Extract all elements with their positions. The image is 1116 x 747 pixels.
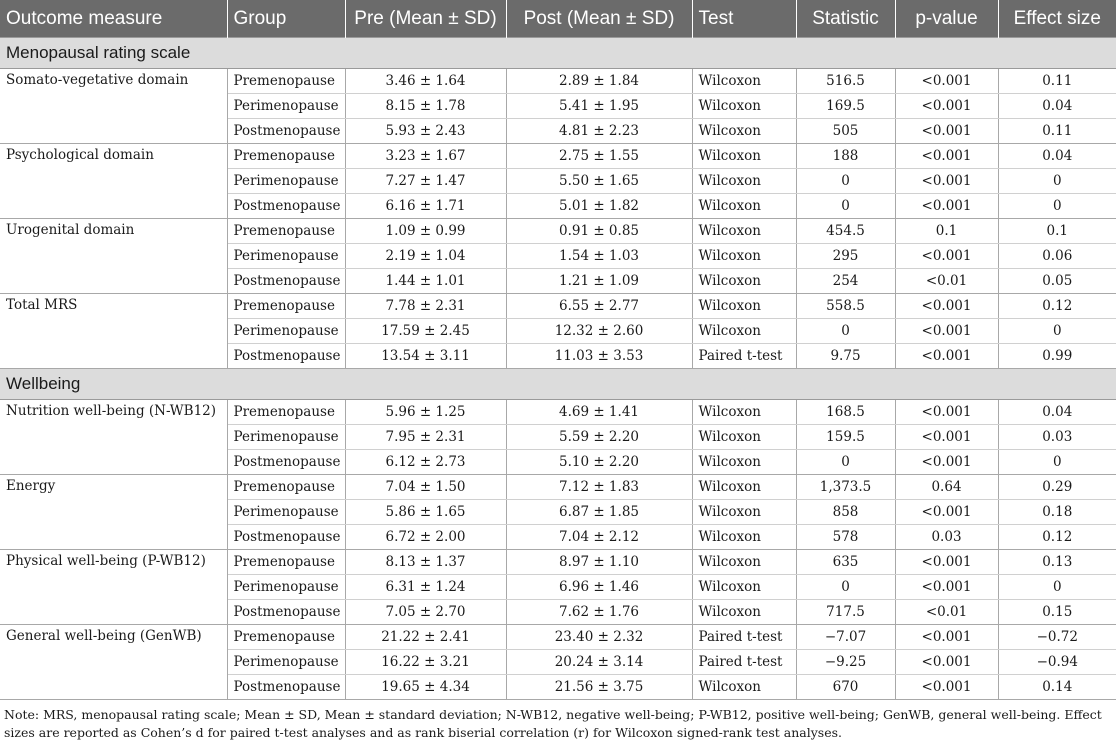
group-cell: Perimenopause: [227, 575, 345, 600]
pre-cell: 7.05 ± 2.70: [345, 600, 506, 625]
pre-cell: 8.15 ± 1.78: [345, 94, 506, 119]
statistic-cell: 0: [796, 169, 895, 194]
post-cell: 6.55 ± 2.77: [506, 294, 692, 319]
pre-cell: 5.86 ± 1.65: [345, 500, 506, 525]
post-cell: 5.01 ± 1.82: [506, 194, 692, 219]
statistic-cell: 516.5: [796, 69, 895, 94]
group-cell: Postmenopause: [227, 675, 345, 700]
effect-size-cell: 0.14: [998, 675, 1116, 700]
p-value-cell: <0.001: [895, 344, 998, 369]
pre-cell: 21.22 ± 2.41: [345, 625, 506, 650]
p-value-cell: <0.001: [895, 400, 998, 425]
post-cell: 12.32 ± 2.60: [506, 319, 692, 344]
test-cell: Wilcoxon: [692, 219, 796, 244]
effect-size-cell: 0.99: [998, 344, 1116, 369]
statistic-cell: 1,373.5: [796, 475, 895, 500]
group-cell: Postmenopause: [227, 600, 345, 625]
test-cell: Wilcoxon: [692, 400, 796, 425]
statistic-cell: 9.75: [796, 344, 895, 369]
outcome-measure-cell: Physical well-being (P-WB12): [0, 550, 227, 625]
pre-cell: 7.78 ± 2.31: [345, 294, 506, 319]
statistic-cell: 505: [796, 119, 895, 144]
p-value-cell: <0.001: [895, 625, 998, 650]
post-cell: 21.56 ± 3.75: [506, 675, 692, 700]
effect-size-cell: 0.11: [998, 69, 1116, 94]
outcome-measure-cell: General well-being (GenWB): [0, 625, 227, 700]
table-row: [0, 219, 1116, 244]
header-row: [0, 0, 1116, 38]
header-post: Post (Mean ± SD): [506, 0, 692, 38]
effect-size-cell: 0: [998, 194, 1116, 219]
pre-cell: 3.46 ± 1.64: [345, 69, 506, 94]
test-cell: Wilcoxon: [692, 675, 796, 700]
group-cell: Perimenopause: [227, 319, 345, 344]
statistic-cell: 295: [796, 244, 895, 269]
pre-cell: 16.22 ± 3.21: [345, 650, 506, 675]
p-value-cell: <0.001: [895, 450, 998, 475]
group-cell: Perimenopause: [227, 94, 345, 119]
pre-cell: 17.59 ± 2.45: [345, 319, 506, 344]
group-cell: Postmenopause: [227, 450, 345, 475]
post-cell: 4.81 ± 2.23: [506, 119, 692, 144]
statistic-cell: 168.5: [796, 400, 895, 425]
test-cell: Wilcoxon: [692, 575, 796, 600]
test-cell: Wilcoxon: [692, 69, 796, 94]
group-cell: Premenopause: [227, 294, 345, 319]
header-group: Group: [227, 0, 345, 38]
post-cell: 5.59 ± 2.20: [506, 425, 692, 450]
p-value-cell: <0.001: [895, 500, 998, 525]
table-row: [0, 294, 1116, 319]
statistic-cell: 558.5: [796, 294, 895, 319]
table-body: [0, 38, 1116, 700]
effect-size-cell: 0.04: [998, 94, 1116, 119]
pre-cell: 1.44 ± 1.01: [345, 269, 506, 294]
table-note: Note: MRS, menopausal rating scale; Mean ± SD, Mean ± standard deviation; N-WB12, negative well-being; P-WB12, positive well-being; GenWB, general well-being. Effect sizes are reported as Cohen’s d for paired t-test analyses and as rank biserial correlation (r) for Wilcoxon signed-rank test analyses.: [4, 707, 1102, 740]
section-title: Menopausal rating scale: [0, 38, 1116, 69]
header-pre: Pre (Mean ± SD): [345, 0, 506, 38]
p-value-cell: <0.001: [895, 550, 998, 575]
table-row: [0, 550, 1116, 575]
test-cell: Wilcoxon: [692, 169, 796, 194]
post-cell: 2.89 ± 1.84: [506, 69, 692, 94]
group-cell: Postmenopause: [227, 119, 345, 144]
effect-size-cell: 0.03: [998, 425, 1116, 450]
effect-size-cell: 0.05: [998, 269, 1116, 294]
header-test: Test: [692, 0, 796, 38]
statistic-cell: 0: [796, 194, 895, 219]
group-cell: Perimenopause: [227, 425, 345, 450]
p-value-cell: 0.03: [895, 525, 998, 550]
section-row: [0, 369, 1116, 400]
test-cell: Wilcoxon: [692, 500, 796, 525]
test-cell: Wilcoxon: [692, 244, 796, 269]
p-value-cell: <0.001: [895, 675, 998, 700]
test-cell: Wilcoxon: [692, 294, 796, 319]
test-cell: Wilcoxon: [692, 319, 796, 344]
effect-size-cell: 0.18: [998, 500, 1116, 525]
statistic-cell: 159.5: [796, 425, 895, 450]
outcome-measure-cell: Total MRS: [0, 294, 227, 369]
test-cell: Paired t-test: [692, 625, 796, 650]
post-cell: 7.04 ± 2.12: [506, 525, 692, 550]
statistic-cell: 635: [796, 550, 895, 575]
group-cell: Perimenopause: [227, 244, 345, 269]
p-value-cell: <0.001: [895, 144, 998, 169]
p-value-cell: <0.01: [895, 269, 998, 294]
p-value-cell: <0.001: [895, 94, 998, 119]
p-value-cell: <0.001: [895, 194, 998, 219]
statistic-cell: 454.5: [796, 219, 895, 244]
test-cell: Wilcoxon: [692, 425, 796, 450]
pre-cell: 2.19 ± 1.04: [345, 244, 506, 269]
effect-size-cell: 0: [998, 575, 1116, 600]
test-cell: Wilcoxon: [692, 94, 796, 119]
group-cell: Premenopause: [227, 400, 345, 425]
p-value-cell: <0.01: [895, 600, 998, 625]
post-cell: 5.41 ± 1.95: [506, 94, 692, 119]
pre-cell: 1.09 ± 0.99: [345, 219, 506, 244]
pre-cell: 13.54 ± 3.11: [345, 344, 506, 369]
pre-cell: 7.95 ± 2.31: [345, 425, 506, 450]
effect-size-cell: −0.94: [998, 650, 1116, 675]
statistic-cell: 169.5: [796, 94, 895, 119]
p-value-cell: <0.001: [895, 69, 998, 94]
test-cell: Wilcoxon: [692, 450, 796, 475]
p-value-cell: <0.001: [895, 119, 998, 144]
section-row: [0, 38, 1116, 69]
group-cell: Postmenopause: [227, 269, 345, 294]
group-cell: Premenopause: [227, 475, 345, 500]
post-cell: 6.87 ± 1.85: [506, 500, 692, 525]
p-value-cell: <0.001: [895, 169, 998, 194]
effect-size-cell: 0.15: [998, 600, 1116, 625]
outcome-measure-cell: Nutrition well-being (N-WB12): [0, 400, 227, 475]
outcome-measure-cell: Somato-vegetative domain: [0, 69, 227, 144]
p-value-cell: <0.001: [895, 244, 998, 269]
group-cell: Postmenopause: [227, 344, 345, 369]
p-value-cell: 0.64: [895, 475, 998, 500]
test-cell: Wilcoxon: [692, 119, 796, 144]
test-cell: Wilcoxon: [692, 269, 796, 294]
test-cell: Wilcoxon: [692, 194, 796, 219]
post-cell: 23.40 ± 2.32: [506, 625, 692, 650]
pre-cell: 6.16 ± 1.71: [345, 194, 506, 219]
pre-cell: 3.23 ± 1.67: [345, 144, 506, 169]
statistic-cell: 254: [796, 269, 895, 294]
post-cell: 0.91 ± 0.85: [506, 219, 692, 244]
effect-size-cell: 0: [998, 169, 1116, 194]
post-cell: 11.03 ± 3.53: [506, 344, 692, 369]
p-value-cell: <0.001: [895, 425, 998, 450]
pre-cell: 7.27 ± 1.47: [345, 169, 506, 194]
test-cell: Paired t-test: [692, 650, 796, 675]
post-cell: 20.24 ± 3.14: [506, 650, 692, 675]
group-cell: Perimenopause: [227, 169, 345, 194]
p-value-cell: <0.001: [895, 319, 998, 344]
statistic-cell: 188: [796, 144, 895, 169]
group-cell: Perimenopause: [227, 500, 345, 525]
header-effect-size: Effect size: [998, 0, 1116, 38]
group-cell: Perimenopause: [227, 650, 345, 675]
outcome-measure-cell: Psychological domain: [0, 144, 227, 219]
effect-size-cell: 0.12: [998, 525, 1116, 550]
outcome-measure-cell: Urogenital domain: [0, 219, 227, 294]
post-cell: 7.12 ± 1.83: [506, 475, 692, 500]
effect-size-cell: 0.29: [998, 475, 1116, 500]
test-cell: Wilcoxon: [692, 600, 796, 625]
pre-cell: 8.13 ± 1.37: [345, 550, 506, 575]
group-cell: Premenopause: [227, 144, 345, 169]
statistic-cell: −7.07: [796, 625, 895, 650]
table-row: [0, 400, 1116, 425]
effect-size-cell: 0: [998, 319, 1116, 344]
pre-cell: 6.12 ± 2.73: [345, 450, 506, 475]
p-value-cell: <0.001: [895, 650, 998, 675]
header-statistic: Statistic: [796, 0, 895, 38]
post-cell: 7.62 ± 1.76: [506, 600, 692, 625]
header-p-value: p-value: [895, 0, 998, 38]
test-cell: Wilcoxon: [692, 525, 796, 550]
test-cell: Paired t-test: [692, 344, 796, 369]
pre-cell: 7.04 ± 1.50: [345, 475, 506, 500]
effect-size-cell: 0.04: [998, 144, 1116, 169]
statistic-cell: 0: [796, 450, 895, 475]
test-cell: Wilcoxon: [692, 144, 796, 169]
p-value-cell: <0.001: [895, 294, 998, 319]
statistic-cell: 578: [796, 525, 895, 550]
effect-size-cell: 0: [998, 450, 1116, 475]
p-value-cell: <0.001: [895, 575, 998, 600]
post-cell: 2.75 ± 1.55: [506, 144, 692, 169]
effect-size-cell: 0.11: [998, 119, 1116, 144]
group-cell: Premenopause: [227, 219, 345, 244]
statistic-cell: 0: [796, 575, 895, 600]
statistic-cell: 858: [796, 500, 895, 525]
post-cell: 5.10 ± 2.20: [506, 450, 692, 475]
statistic-cell: −9.25: [796, 650, 895, 675]
pre-cell: 6.72 ± 2.00: [345, 525, 506, 550]
statistic-cell: 717.5: [796, 600, 895, 625]
post-cell: 6.96 ± 1.46: [506, 575, 692, 600]
group-cell: Premenopause: [227, 550, 345, 575]
effect-size-cell: 0.12: [998, 294, 1116, 319]
post-cell: 1.21 ± 1.09: [506, 269, 692, 294]
effect-size-cell: −0.72: [998, 625, 1116, 650]
table-row: [0, 625, 1116, 650]
statistic-cell: 670: [796, 675, 895, 700]
group-cell: Postmenopause: [227, 525, 345, 550]
post-cell: 8.97 ± 1.10: [506, 550, 692, 575]
pre-cell: 5.96 ± 1.25: [345, 400, 506, 425]
post-cell: 4.69 ± 1.41: [506, 400, 692, 425]
header-outcome-measure: Outcome measure: [0, 0, 227, 38]
table-row: [0, 475, 1116, 500]
effect-size-cell: 0.1: [998, 219, 1116, 244]
table-row: [0, 144, 1116, 169]
effect-size-cell: 0.04: [998, 400, 1116, 425]
effect-size-cell: 0.13: [998, 550, 1116, 575]
test-cell: Wilcoxon: [692, 550, 796, 575]
pre-cell: 19.65 ± 4.34: [345, 675, 506, 700]
pre-cell: 5.93 ± 2.43: [345, 119, 506, 144]
effect-size-cell: 0.06: [998, 244, 1116, 269]
post-cell: 5.50 ± 1.65: [506, 169, 692, 194]
table-row: [0, 69, 1116, 94]
section-title: Wellbeing: [0, 369, 1116, 400]
p-value-cell: 0.1: [895, 219, 998, 244]
test-cell: Wilcoxon: [692, 475, 796, 500]
group-cell: Premenopause: [227, 625, 345, 650]
group-cell: Premenopause: [227, 69, 345, 94]
pre-cell: 6.31 ± 1.24: [345, 575, 506, 600]
outcome-measure-cell: Energy: [0, 475, 227, 550]
group-cell: Postmenopause: [227, 194, 345, 219]
statistic-cell: 0: [796, 319, 895, 344]
post-cell: 1.54 ± 1.03: [506, 244, 692, 269]
